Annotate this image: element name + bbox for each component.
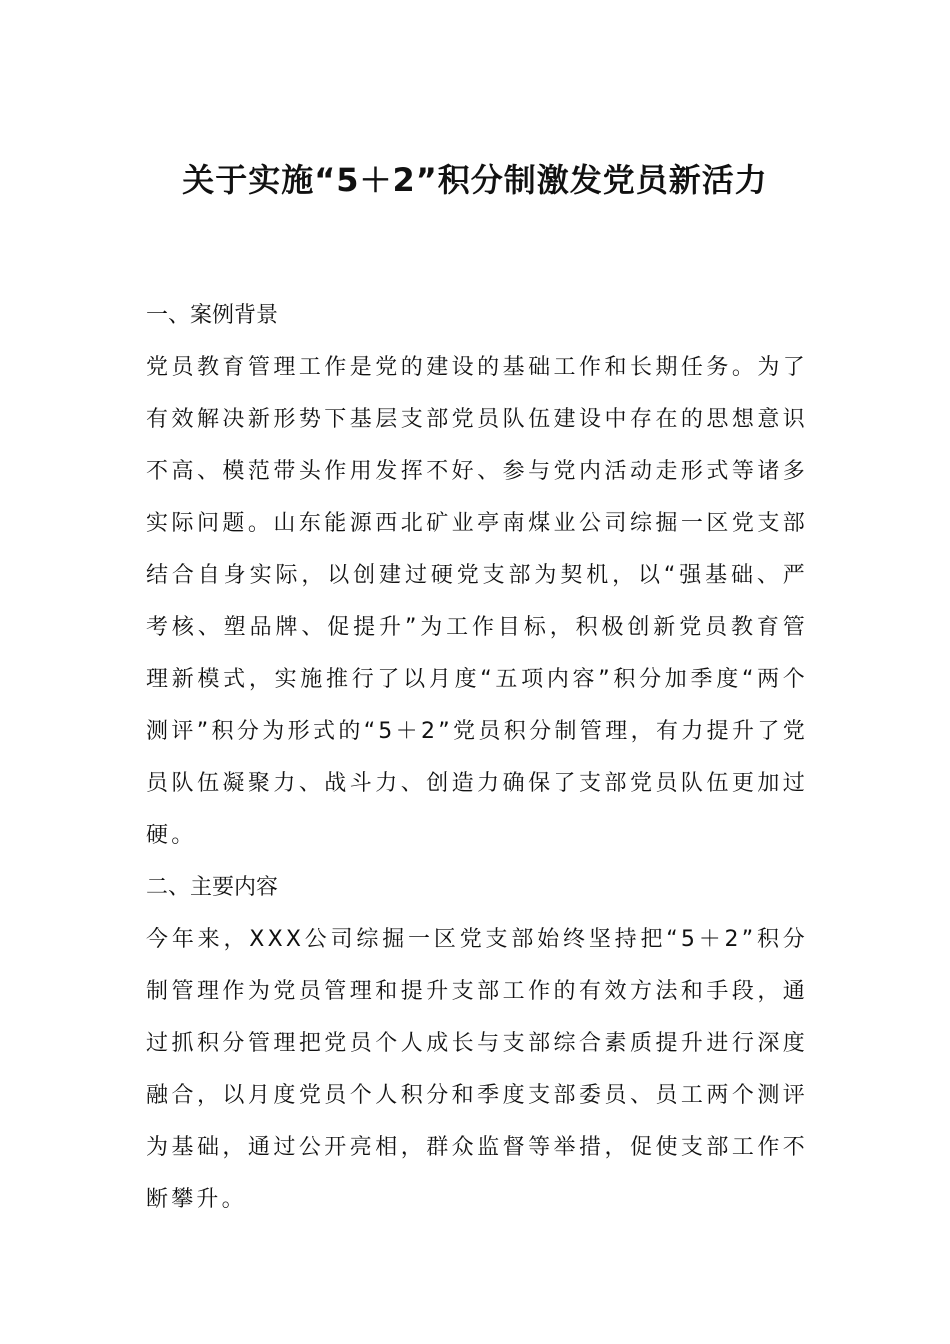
document-title: 关于实施“5＋2”积分制激发党员新活力 xyxy=(182,161,768,199)
section-heading: 一、案例背景 xyxy=(146,303,279,328)
section-paragraph: 今年来，XXX公司综掘一区党支部始终坚持把“5＋2”积分制管理作为党员管理和提升支部工作的有效方法和手段，通过抓积分管理把党员个人成长与支部综合素质提升进行深度融合，以月度党员个人积分和季度支部委员、员工两个测评为基础，通过公开亮相，群众监督等举措，促使支部工作不断攀升。 xyxy=(146,927,808,1212)
section-heading: 二、主要内容 xyxy=(146,875,279,900)
section-paragraph: 党员教育管理工作是党的建设的基础工作和长期任务。为了有效解决新形势下基层支部党员队伍建设中存在的思想意识不高、模范带头作用发挥不好、参与党内活动走形式等诸多实际问题。山东能源西北矿业亭南煤业公司综掘一区党支部结合自身实际，以创建过硬党支部为契机，以“强基础、严考核、塑品牌、促提升”为工作目标，积极创新党员教育管理新模式，实施推行了以月度“五项内容”积分加季度“两个测评”积分为形式的“5＋2”党员积分制管理，有力提升了党员队伍凝聚力、战斗力、创造力确保了支部党员队伍更加过硬。 xyxy=(146,355,808,848)
document-body xyxy=(146,290,808,1226)
section-main-content xyxy=(146,862,808,1226)
section-background xyxy=(146,290,808,862)
